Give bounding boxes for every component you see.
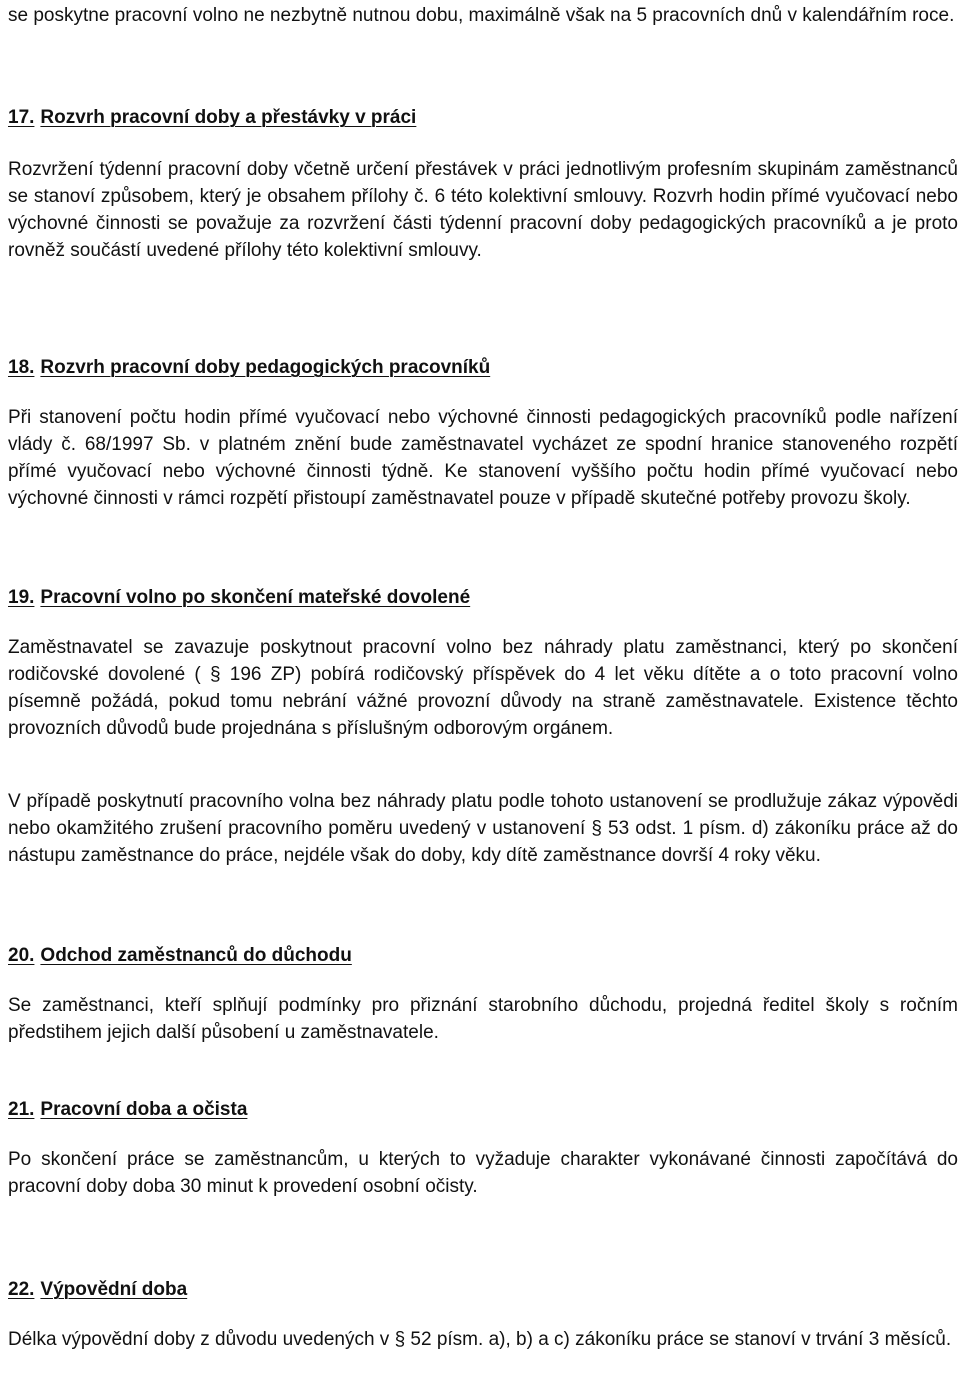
section-title: Výpovědní doba	[40, 1279, 188, 1300]
section-number: 17.	[8, 107, 35, 128]
section-18-paragraph-1: Při stanovení počtu hodin přímé vyučovací nebo výchovné činnosti pedagogických pracovníků podle nařízení vlády č. 68/1997 Sb. v platném znění bude zaměstnavatel vycházet ze spodní hranice stanoveného rozpětí přímé vyučovací nebo výchovné činnosti týdně. Ke stanovení vyššího počtu hodin přímé vyučovací nebo výchovné činnosti v rámci rozpětí přistoupí zaměstnavatel pouze v případě skutečné potřeby provozu školy.	[8, 407, 958, 509]
section-number: 19.	[8, 587, 35, 608]
section-title: Pracovní volno po skončení mateřské dovolené	[40, 587, 471, 608]
section-number: 18.	[8, 357, 35, 378]
section-number: 22.	[8, 1279, 35, 1300]
section-17-heading	[8, 106, 416, 130]
section-number: 21.	[8, 1099, 35, 1120]
intro-paragraph: se poskytne pracovní volno ne nezbytně nutnou dobu, maximálně však na 5 pracovních dnů v kalendářním roce.	[8, 5, 955, 26]
section-title: Rozvrh pracovní doby pedagogických pracovníků	[40, 357, 491, 378]
section-title: Odchod zaměstnanců do důchodu	[40, 945, 352, 966]
section-19-paragraph-2: V případě poskytnutí pracovního volna bez náhrady platu podle tohoto ustanovení se prodlužuje zákaz výpovědi nebo okamžitého zrušení pracovního poměru uvedený v ustanovení § 53 odst. 1 písm. d) zákoníku práce až do nástupu zaměstnance do práce, nejdéle však do doby, kdy dítě zaměstnance dovrší 4 roky věku.	[8, 791, 958, 866]
section-title: Pracovní doba a očista	[40, 1099, 248, 1120]
section-20-paragraph-1: Se zaměstnanci, kteří splňují podmínky pro přiznání starobního důchodu, projedná ředitel školy s ročním předstihem jejich další působení u zaměstnavatele.	[8, 995, 958, 1043]
section-title: Rozvrh pracovní doby a přestávky v práci	[40, 107, 417, 128]
section-number: 20.	[8, 945, 35, 966]
section-19-paragraph-1: Zaměstnavatel se zavazuje poskytnout pracovní volno bez náhrady platu zaměstnanci, který po skončení rodičovské dovolené ( § 196 ZP) pobírá rodičovský příspěvek do 4 let věku dítěte a o toto pracovní volno písemně požádá, pokud tomu nebrání vážné provozní důvody na straně zaměstnavatele. Existence těchto provozních důvodů bude projednána s příslušným odborovým orgánem.	[8, 637, 958, 739]
section-22-paragraph-1: Délka výpovědní doby z důvodu uvedených v § 52 písm. a), b) a c) zákoníku práce se stanoví v trvání 3 měsíců.	[8, 1329, 952, 1350]
section-21-heading	[8, 1098, 247, 1122]
section-17-paragraph-1: Rozvržení týdenní pracovní doby včetně určení přestávek v práci jednotlivým profesním skupinám zaměstnanců se stanoví způsobem, který je obsahem přílohy č. 6 této kolektivní smlouvy. Rozvrh hodin přímé vyučovací nebo výchovné činnosti se považuje za rozvržení části týdenní pracovní doby pedagogických pracovníků a je proto rovněž součástí uvedené přílohy této kolektivní smlouvy.	[8, 159, 958, 261]
section-19-heading	[8, 586, 470, 610]
section-22-heading	[8, 1278, 187, 1302]
section-20-heading	[8, 944, 352, 968]
section-18-heading	[8, 356, 490, 380]
section-21-paragraph-1: Po skončení práce se zaměstnancům, u kterých to vyžaduje charakter vykonávané činnosti započítává do pracovní doby doba 30 minut k provedení osobní očisty.	[8, 1149, 958, 1197]
